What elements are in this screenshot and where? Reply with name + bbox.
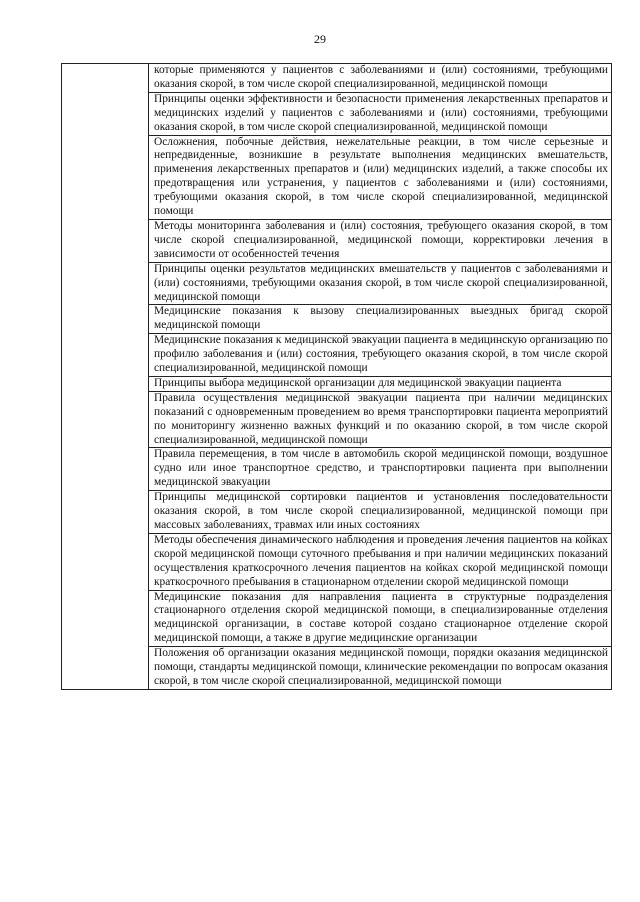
table-cell — [149, 391, 612, 448]
cell-text: Методы обеспечения динамического наблюдения и проведения лечения пациентов на койках скорой медицинской помощи суточного пребывания и при наличии медицинских показаний осуществления краткосрочного лечения пациентов на койках скорой медицинской помощи краткосрочного пребывания в стационарном отделении скорой медицинской помощи — [154, 533, 608, 588]
table-cell — [149, 92, 612, 135]
cell-text: Правила осуществления медицинской эвакуации пациента при наличии медицинских показаний с одновременным проведением во время транспортировки пациента мероприятий по мониторингу жизненно важных функций и по оказанию скорой, в том числе скорой специализированной, медицинской помощи — [154, 391, 608, 446]
table-cell — [149, 491, 612, 534]
cell-text: Правила перемещения, в том числе в автомобиль скорой медицинской помощи, воздушное судно или иное транспортное средство, и транспортировки пациента при выполнении медицинской эвакуации — [154, 448, 608, 489]
table-cell — [149, 64, 612, 93]
cell-text: Положения об организации оказания медицинской помощи, порядки оказания медицинской помощи, стандарты медицинской помощи, клинические рекомендации по вопросам оказания скорой, в том числе скорой специализированной, медицинской помощи — [154, 647, 608, 687]
cell-text: Медицинские показания к вызову специализированных выездных бригад скорой медицинской помощи — [154, 305, 608, 332]
cell-text: Методы мониторинга заболевания и (или) состояния, требующего оказания скорой, в том числе скорой специализированной, медицинской помощи, корректировки лечения в зависимости от особенностей течения — [154, 219, 608, 260]
empty-left-column — [62, 64, 149, 690]
table-cell — [149, 590, 612, 647]
cell-text: Медицинские показания для направления пациента в структурные подразделения стационарного отделения скорой медицинской помощи, в специализированные отделения медицинской организации, в составе которой создано стационарное отделение скорой медицинской помощи, а также в другие медицинские организации — [154, 590, 608, 645]
table-cell — [149, 262, 612, 305]
table-cell — [149, 376, 612, 391]
table-cell — [149, 219, 612, 262]
table-cell — [149, 533, 612, 590]
cell-text: которые применяются у пациентов с заболеваниями и (или) состояниями, требующими оказания скорой, в том числе скорой специализированной, медицинской помощи — [154, 64, 608, 90]
cell-text: Осложнения, побочные действия, нежелательные реакции, в том числе серьезные и непредвиденные, возникшие в результате выполнения медицинских вмешательств, применения лекарственных препаратов и (или) медицинских изделий, а также способы их предотвращения или устранения, у пациентов с заболеваниями и (или) состояниями, требующими оказания скорой, в том числе скорой специализированной, медицинской помощи — [154, 135, 608, 218]
table-cell — [149, 448, 612, 491]
table-row — [62, 64, 612, 93]
table-cell — [149, 334, 612, 377]
cell-text: Принципы оценки результатов медицинских вмешательств у пациентов с заболеваниями и (или) состояниями, требующими оказания скорой, в том числе скорой специализированной, медицинской помощи — [154, 262, 608, 303]
table-cell — [149, 647, 612, 690]
cell-text: Принципы выбора медицинской организации для медицинской эвакуации пациента — [154, 376, 562, 389]
table-cell — [149, 135, 612, 219]
content-table — [61, 63, 612, 690]
cell-text: Принципы оценки эффективности и безопасности применения лекарственных препаратов и медицинских изделий у пациентов с заболеваниями и (или) состояниями, требующими оказания скорой, в том числе скорой специализированной, медицинской помощи — [154, 92, 608, 133]
cell-text: Принципы медицинской сортировки пациентов и установления последовательности оказания скорой, в том числе скорой специализированной, медицинской помощи при массовых заболеваниях, травмах или иных состояниях — [154, 491, 608, 531]
page-number: 29 — [314, 32, 326, 46]
table-cell — [149, 305, 612, 334]
cell-text: Медицинские показания к медицинской эвакуации пациента в медицинскую организацию по профилю заболевания и (или) состояния, требующего оказания скорой, в том числе скорой специализированной, медицинской помощи — [154, 334, 608, 375]
